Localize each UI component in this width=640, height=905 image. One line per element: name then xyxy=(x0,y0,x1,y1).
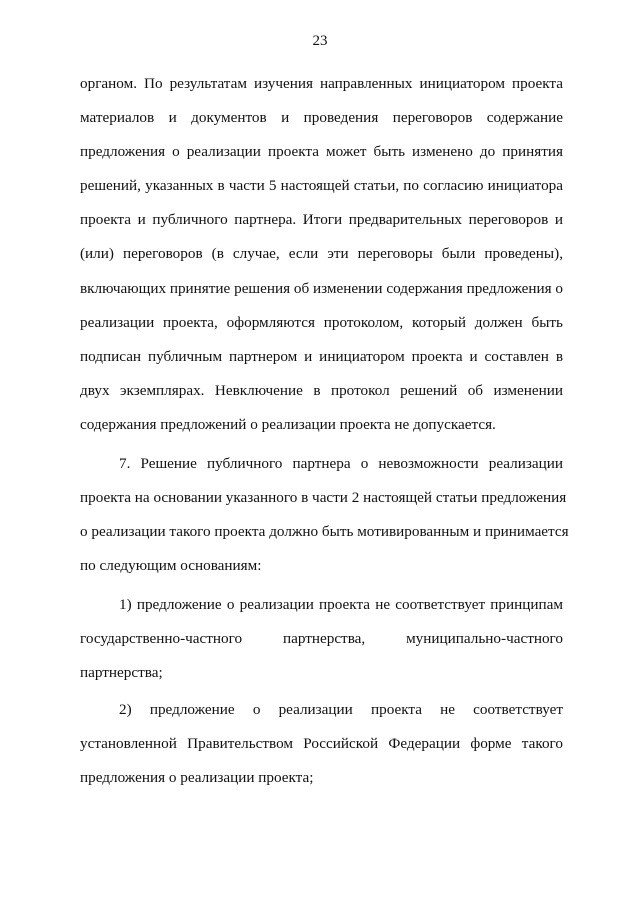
text-line: государственно-частного партнерства, муниципально-частного xyxy=(80,630,563,647)
text-line: двух экземплярах. Невключение в протокол решений об изменении xyxy=(80,382,563,399)
text-line: партнерства; xyxy=(80,664,163,681)
text-line: 2) предложение о реализации проекта не соответствует xyxy=(119,701,563,718)
text-line: решений, указанных в части 5 настоящей статьи, по согласию инициатора xyxy=(80,177,563,194)
text-line: органом. По результатам изучения направленных инициатором проекта xyxy=(80,75,563,92)
text-line: предложения о реализации проекта; xyxy=(80,769,314,786)
text-line: реализации проекта, оформляются протоколом, который должен быть xyxy=(80,314,563,331)
text-line: предложения о реализации проекта может быть изменено до принятия xyxy=(80,143,563,160)
text-line: по следующим основаниям: xyxy=(80,557,262,574)
text-line: подписан публичным партнером и инициатором проекта и составлен в xyxy=(80,348,563,365)
text-line: 7. Решение публичного партнера о невозможности реализации xyxy=(119,455,563,472)
text-line: содержания предложений о реализации проекта не допускается. xyxy=(80,416,496,433)
page-number: 23 xyxy=(312,33,328,49)
text-line: установленной Правительством Российской Федерации форме такого xyxy=(80,735,563,752)
text-line: материалов и документов и проведения переговоров содержание xyxy=(80,109,563,126)
text-line: о реализации такого проекта должно быть мотивированным и принимается xyxy=(80,523,569,540)
text-line: проекта и публичного партнера. Итоги предварительных переговоров и xyxy=(80,211,563,228)
text-line: включающих принятие решения об изменении содержания предложения о xyxy=(80,280,564,297)
text-line: проекта на основании указанного в части 2 настоящей статьи предложения xyxy=(80,489,567,506)
text-line: (или) переговоров (в случае, если эти переговоры были проведены), xyxy=(80,245,563,262)
text-line: 1) предложение о реализации проекта не соответствует принципам xyxy=(119,596,563,613)
